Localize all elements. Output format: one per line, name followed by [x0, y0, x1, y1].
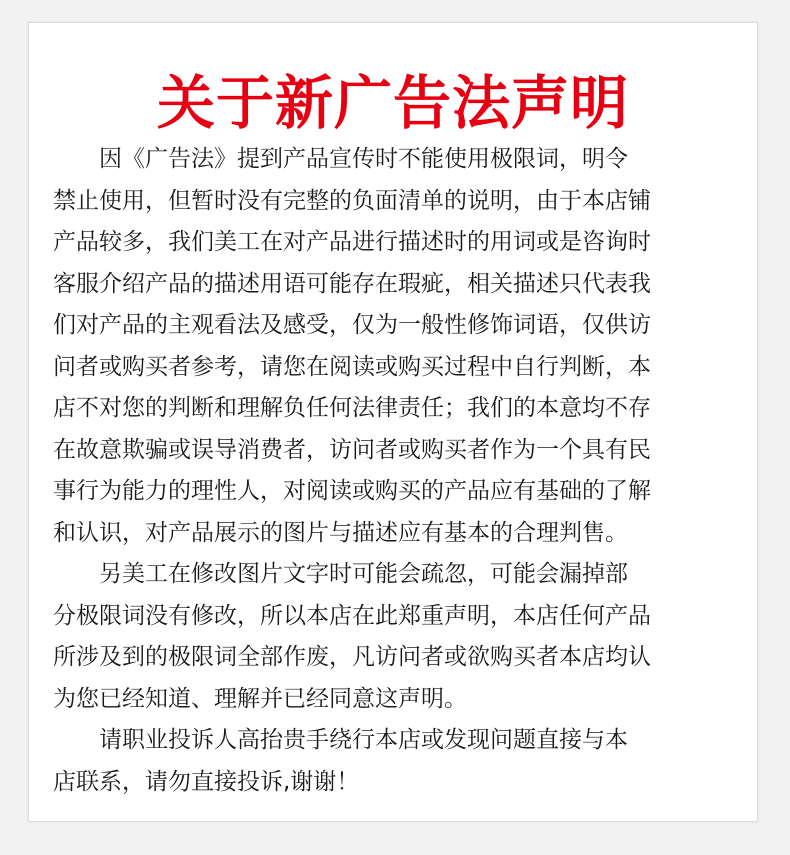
paragraph-line: 店联系，请勿直接投诉,谢谢！: [53, 768, 360, 795]
paragraph-line: 们对产品的主观看法及感受，仅为一般性修饰词语，仅供访: [53, 312, 651, 338]
paragraph-line: 产品较多，我们美工在对产品进行描述时的用词或是咨询时: [53, 229, 651, 255]
paragraph-line: 因《广告法》提到产品宣传时不能使用极限词，明令: [99, 146, 628, 172]
paragraph-line: 禁止使用，但暂时没有完整的负面清单的说明，由于本店铺: [53, 187, 651, 214]
paragraph-1: [53, 139, 743, 554]
paragraph-line: 问者或购买者参考，请您在阅读或购买过程中自行判断，本: [53, 353, 651, 380]
paragraph-line: 请职业投诉人高抬贵手绕行本店或发现问题直接与本: [99, 727, 628, 753]
paragraph-2: [53, 554, 743, 720]
paragraph-line: 另美工在修改图片文字时可能会疏忽，可能会漏掉部: [99, 561, 628, 587]
paragraph-3: [53, 720, 743, 803]
paragraph-line: 和认识，对产品展示的图片与描述应有基本的合理判售。: [53, 519, 628, 546]
paragraph-line: 分极限词没有修改，所以本店在此郑重声明，本店任何产品: [53, 602, 651, 629]
paragraph-line: 在故意欺骗或误导消费者，访问者或购买者作为一个具有民: [53, 436, 651, 463]
notice-card: [28, 22, 758, 822]
notice-body: [53, 139, 743, 803]
page-title: 关于新广告法声明: [156, 69, 629, 137]
paragraph-line: 事行为能力的理性人，对阅读或购买的产品应有基础的了解: [53, 478, 651, 504]
paragraph-line: 所涉及到的极限词全部作废，凡访问者或欲购买者本店均认: [53, 644, 651, 670]
paragraph-line: 店不对您的判断和理解负任何法律责任；我们的本意均不存: [53, 395, 651, 421]
paragraph-line: 为您已经知道、理解并已经同意这声明。: [53, 685, 467, 712]
paragraph-line: 客服介绍产品的描述用语可能存在瑕疵，相关描述只代表我: [53, 270, 651, 297]
